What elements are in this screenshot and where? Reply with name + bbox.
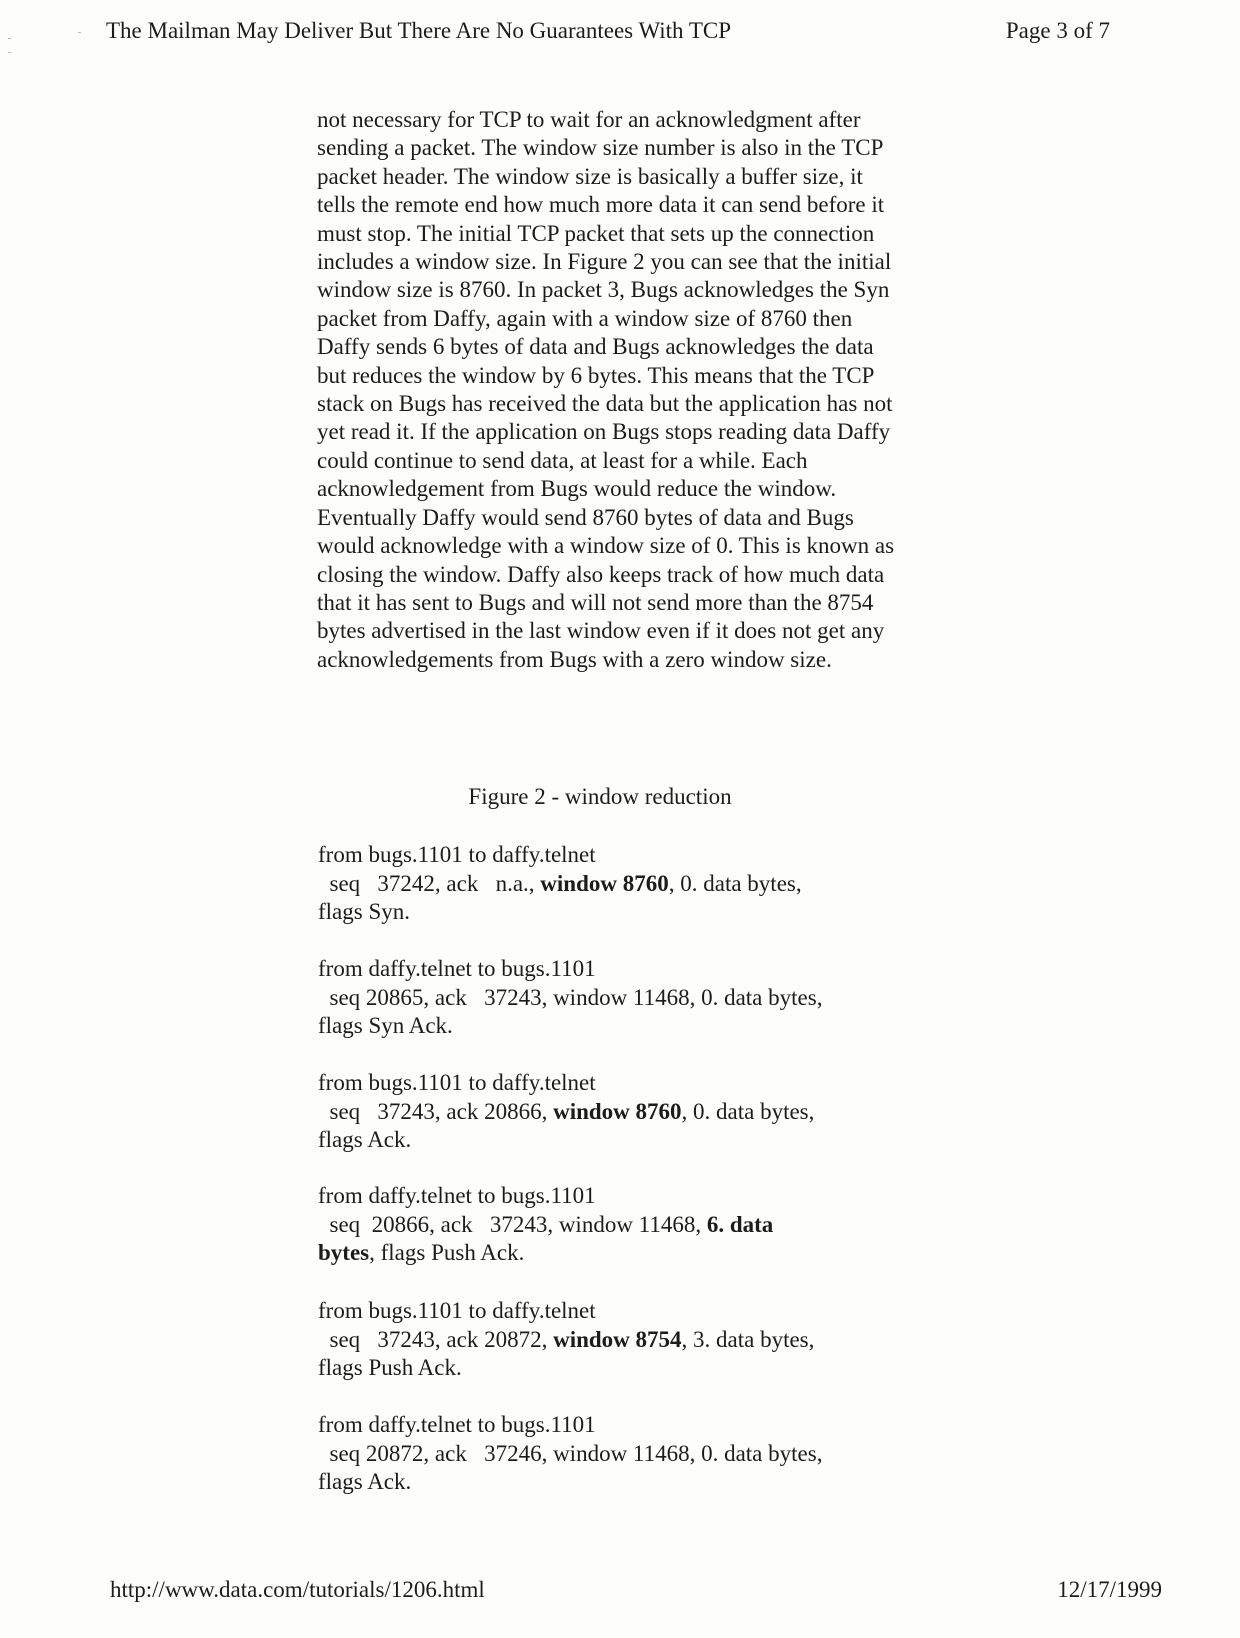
packet-details: seq 37243, ack 20866, window 8760, 0. data bytes, [318,1098,815,1124]
packet-flags: flags Syn. [318,899,410,925]
scan-mark [78,32,81,33]
packet-direction: from bugs.1101 to daffy.telnet [318,1298,596,1323]
packet-details: seq 37243, ack 20872, window 8754, 3. data bytes, [318,1326,815,1352]
packet-details: seq 20866, ack 37243, window 11468, 6. data [318,1211,774,1237]
document-title: The Mailman May Deliver But There Are No Guarantees With TCP [106,18,732,43]
footer-date: 12/17/1999 [1057,1577,1162,1602]
packet-flags: bytes, flags Push Ack. [318,1240,525,1266]
packet-details: seq 20872, ack 37246, window 11468, 0. data bytes, [318,1440,823,1466]
packet-details: seq 37242, ack n.a., window 8760, 0. data bytes, [318,870,802,896]
packet-entry [318,841,918,927]
packet-flags: flags Ack. [318,1127,412,1153]
packet-entry [318,1411,918,1497]
scan-mark [8,52,11,53]
packet-direction: from bugs.1101 to daffy.telnet [318,842,596,867]
page-number: Page 3 of 7 [1005,18,1110,43]
packet-details: seq 20865, ack 37243, window 11468, 0. data bytes, [318,984,823,1010]
scan-mark [8,38,11,39]
footer-url[interactable]: http://www.data.com/tutorials/1206.html [110,1577,485,1602]
packet-direction: from daffy.telnet to bugs.1101 [318,1412,596,1437]
packet-direction: from daffy.telnet to bugs.1101 [318,1183,596,1208]
packet-flags: flags Syn Ack. [318,1013,453,1039]
packet-entry [318,1069,918,1155]
packet-flags: flags Ack. [318,1469,412,1495]
packet-direction: from bugs.1101 to daffy.telnet [318,1070,596,1095]
packet-flags: flags Push Ack. [318,1355,462,1381]
packet-entry [318,1182,918,1268]
packet-entry [318,1297,918,1383]
packet-entry [318,955,918,1041]
packet-direction: from daffy.telnet to bugs.1101 [318,956,596,981]
figure-caption: Figure 2 - window reduction [468,784,732,809]
body-paragraph: not necessary for TCP to wait for an acknowledgment after sending a packet. The window size number is also in the TCP packet header. The window size is basically a buffer size, it tells the remote end how much more data it can send before it must stop. The initial TCP packet that sets up the connection includes a window size. In Figure 2 you can see that the initial window size is 8760. In packet 3, Bugs acknowledges the Syn packet from Daffy, again with a window size of 8760 then Daffy sends 6 bytes of data and Bugs acknowledges the data but reduces the window by 6 bytes. This means that the TCP stack on Bugs has received the data but the application has not yet read it. If the application on Bugs stops reading data Daffy could continue to send data, at least for a while. Each acknowledgement from Bugs would reduce the window. Eventually Daffy would send 8760 bytes of data and Bugs would acknowledge with a window size of 0. This is known as closing the window. Daffy also keeps track of how much data that it has sent to Bugs and will not send more than the 8754 bytes advertised in the last window even if it does not get any acknowledgements from Bugs with a zero window size. [317,107,895,672]
